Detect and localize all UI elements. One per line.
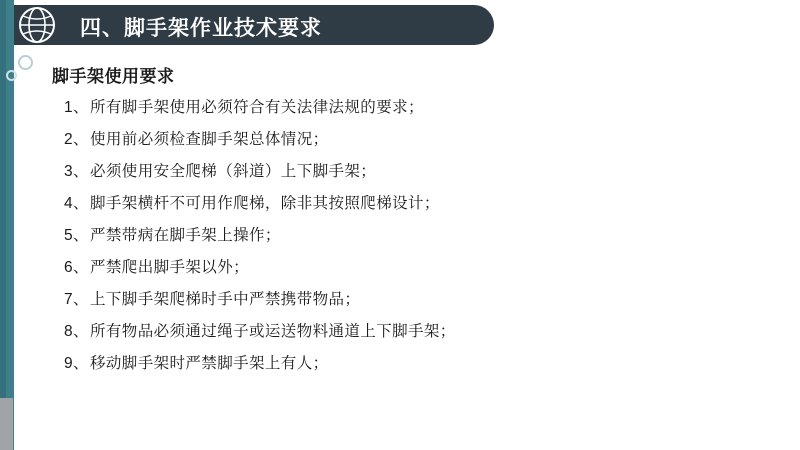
list-item-number: 3、: [64, 163, 89, 180]
list-item-number: 6、: [64, 259, 89, 276]
section-subtitle: 脚手架使用要求: [52, 67, 175, 86]
globe-icon: [18, 6, 56, 44]
list-item-text: 必须使用安全爬梯（斜道）上下脚手架；: [90, 163, 377, 180]
list-item: [64, 324, 764, 340]
list-item-number: 1、: [64, 99, 89, 116]
slide-content: [0, 52, 800, 450]
requirements-list: [64, 100, 764, 388]
bottom-left-accent: [0, 398, 13, 450]
list-item: [64, 228, 764, 244]
list-item: [64, 132, 764, 148]
list-item: [64, 100, 764, 116]
list-item-text: 上下脚手架爬梯时手中严禁携带物品；: [90, 291, 361, 308]
list-item-number: 2、: [64, 131, 89, 148]
list-item: [64, 196, 764, 212]
list-item: [64, 356, 764, 372]
list-item-number: 5、: [64, 227, 89, 244]
list-item-number: 4、: [64, 195, 89, 212]
list-item-number: 7、: [64, 291, 89, 308]
list-item-text: 移动脚手架时严禁脚手架上有人；: [90, 355, 329, 372]
list-item: [64, 260, 764, 276]
page-title: 四、脚手架作业技术要求: [80, 17, 322, 40]
list-item-text: 使用前必须检查脚手架总体情况；: [90, 131, 329, 148]
list-item-text: 严禁爬出脚手架以外；: [90, 259, 250, 276]
list-item-text: 所有物品必须通过绳子或运送物料通道上下脚手架；: [90, 323, 456, 340]
list-item-number: 8、: [64, 323, 89, 340]
list-item-text: 脚手架横杆不可用作爬梯，除非其按照爬梯设计；: [90, 195, 440, 212]
list-item: [64, 164, 764, 180]
list-item-number: 9、: [64, 355, 89, 372]
list-item-text: 所有脚手架使用必须符合有关法律法规的要求；: [90, 99, 424, 116]
list-item-text: 严禁带病在脚手架上操作；: [90, 227, 281, 244]
slide-header: [0, 0, 800, 52]
list-item: [64, 292, 764, 308]
